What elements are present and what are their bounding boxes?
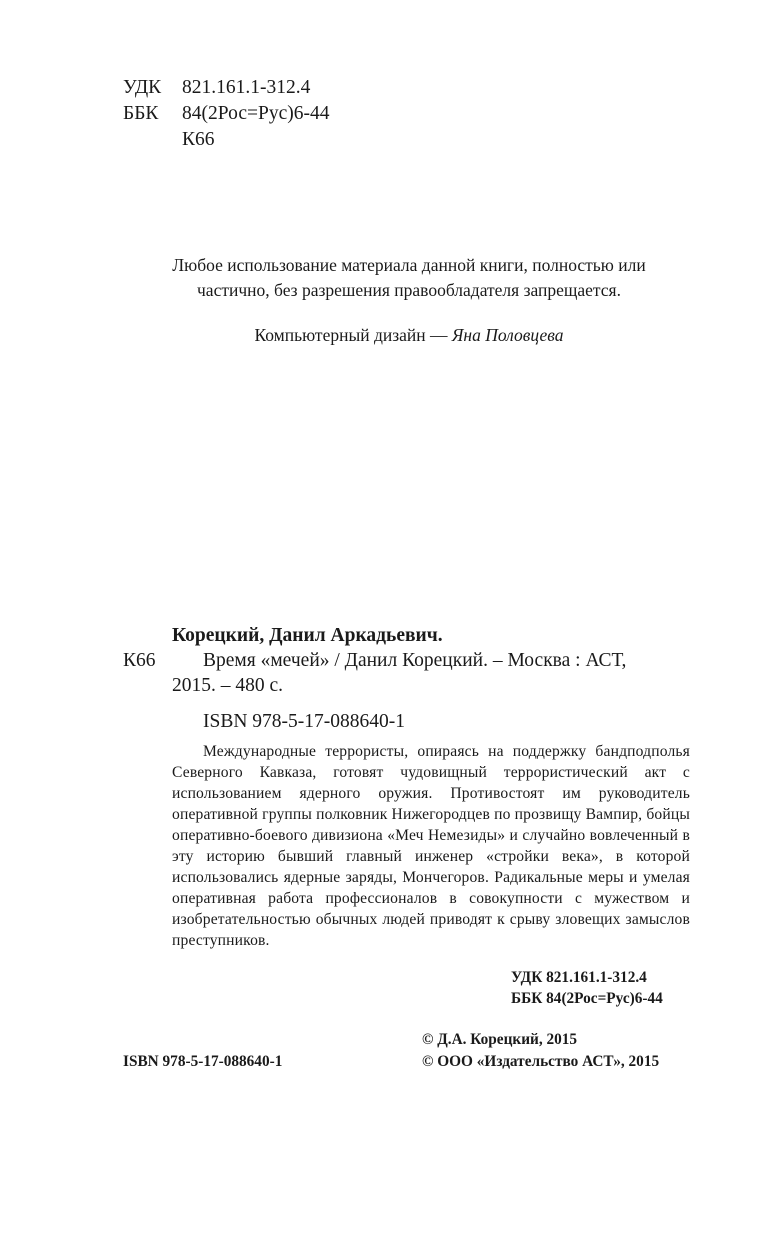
- design-credit: [0, 325, 768, 346]
- design-credit-role: Компьютерный дизайн —: [254, 325, 452, 345]
- author-mark-row: [123, 127, 423, 153]
- copyright-author: © Д.А. Корецкий, 2015: [422, 1031, 578, 1048]
- author-heading: Корецкий, Данил Аркадьевич.: [172, 625, 443, 646]
- author-mark: К66: [123, 650, 156, 671]
- design-credit-name: Яна Половцева: [451, 325, 564, 345]
- footer-bbk: ББК 84(2Рос=Рус)6-44: [511, 990, 663, 1007]
- footer-isbn: ISBN 978-5-17-088640-1: [123, 1053, 283, 1070]
- annotation-text: Международные террористы, опираясь на поддержку бандподполья Северного Кавказа, готовят чудовищный террористический акт с использованием ядерного оружия. Противостоят им руководитель оперативной группы полковник Нижегородцев по прозвищу Вампир, бойцы оперативно-боевого дивизиона «Меч Немезиды» и случайно вовлеченный в эту историю бывший главный инженер «стройки века», в которой использовались ядерные заряды, Мончегоров. Радикальные меры и умелая оперативная работа профессионалов в совокупности с мужеством и изобретательностью обычных людей приводят к срыву зловещих замыслов преступников.: [172, 743, 690, 949]
- imprint-line: 2015. – 480 с.: [172, 675, 284, 696]
- copyright-notice-line-1: Любое использование материала данной книги, полностью или: [172, 255, 646, 275]
- title-line: Время «мечей» / Данил Корецкий. – Москва : АСТ,: [203, 650, 627, 671]
- udk-label: УДК: [123, 77, 162, 98]
- copyright-notice-line-2: частично, без разрешения правообладателя запрещается.: [197, 280, 621, 300]
- udk-row: [123, 75, 423, 101]
- bbk-label: ББК: [123, 103, 159, 124]
- bbk-row: [123, 101, 423, 127]
- udk-value: 821.161.1-312.4: [182, 77, 311, 98]
- classification-block: [123, 75, 423, 155]
- bbk-value: 84(2Рос=Рус)6-44: [182, 103, 330, 124]
- copyright-publisher: © ООО «Издательство АСТ», 2015: [422, 1053, 660, 1070]
- footer-udk: УДК 821.161.1-312.4: [511, 969, 647, 986]
- isbn-line: ISBN 978-5-17-088640-1: [203, 711, 406, 732]
- author-mark-value: К66: [182, 129, 215, 150]
- annotation: [172, 741, 690, 951]
